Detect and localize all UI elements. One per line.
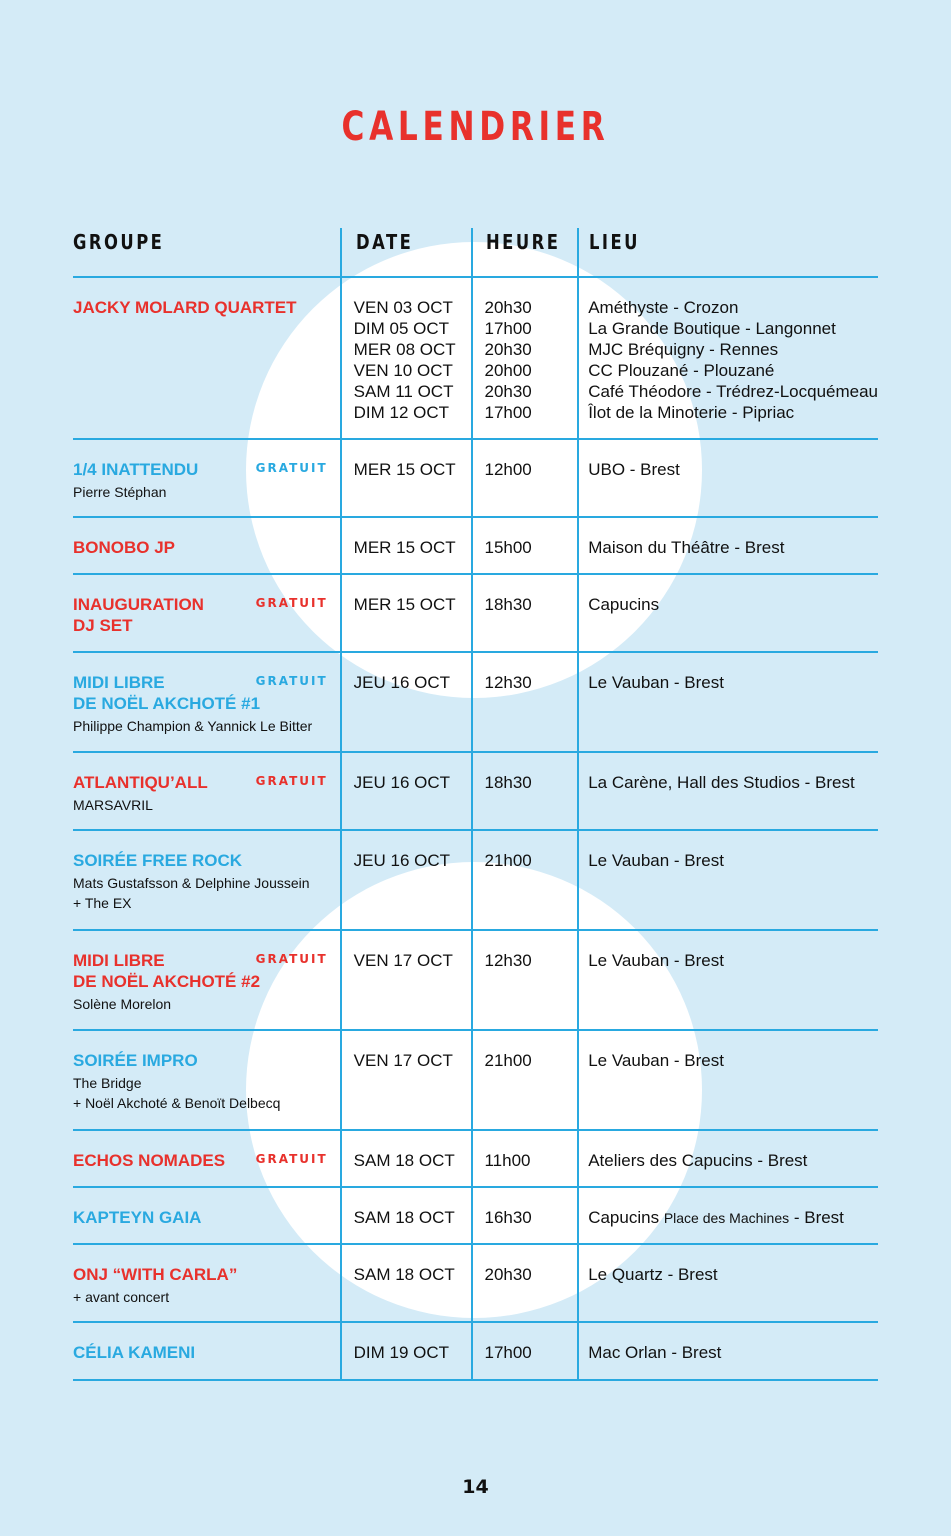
time-text: 17h00 — [484, 319, 532, 338]
table-row — [73, 930, 878, 1030]
date-cell: SAM 18 OCT — [341, 1187, 473, 1244]
table-row — [73, 1322, 878, 1380]
time-cell: 15h00 — [472, 517, 578, 574]
group-subtitle: + The EX — [73, 895, 132, 911]
group-cell — [73, 930, 341, 1030]
date-cell: DIM 19 OCT — [341, 1322, 473, 1380]
date-cell: MER 15 OCT — [341, 574, 473, 652]
header-heure: HEURE — [472, 228, 578, 277]
group-subtitle: MARSAVRIL — [73, 797, 153, 813]
table-row — [73, 1030, 878, 1130]
group-cell — [73, 1187, 341, 1244]
time-text: 17h00 — [484, 403, 532, 422]
date-text: SAM 11 OCT — [353, 382, 454, 401]
group-name: 1/4 INATTENDU — [73, 460, 199, 479]
group-name-line: INAUGURATION — [73, 595, 204, 614]
group-name-line: DJ SET — [73, 616, 133, 635]
date-cell: SAM 18 OCT — [341, 1244, 473, 1322]
venue-cell: Mac Orlan - Brest — [578, 1322, 878, 1380]
date-cell: JEU 16 OCT — [341, 652, 473, 752]
table-row — [73, 1244, 878, 1322]
date-text: DIM 05 OCT — [353, 319, 450, 338]
date-text: VEN 03 OCT — [353, 298, 453, 317]
venue-cell: Le Quartz - Brest — [578, 1244, 878, 1322]
free-badge: GRATUIT — [255, 774, 328, 788]
venue-text: MJC Bréquigny - Rennes — [588, 340, 779, 359]
group-name: ECHOS NOMADES — [73, 1151, 226, 1170]
table-row — [73, 1130, 878, 1187]
time-text: 20h30 — [484, 298, 532, 317]
venue-city: - Brest — [793, 1208, 844, 1227]
venue-cell — [578, 277, 878, 439]
venue-detail: Place des Machines — [663, 1210, 790, 1226]
group-cell — [73, 517, 341, 574]
venue-cell: Maison du Théâtre - Brest — [578, 517, 878, 574]
group-cell — [73, 1030, 341, 1130]
group-name-line: DE NOËL AKCHOTÉ #2 — [73, 972, 261, 991]
time-cell: 21h00 — [472, 830, 578, 930]
venue-cell: Le Vauban - Brest — [578, 652, 878, 752]
group-name: SOIRÉE FREE ROCK — [73, 851, 243, 870]
table-row — [73, 517, 878, 574]
group-name: SOIRÉE IMPRO — [73, 1051, 198, 1070]
free-badge: GRATUIT — [255, 596, 328, 610]
group-subtitle: The Bridge — [73, 1075, 142, 1091]
time-cell — [472, 277, 578, 439]
venue-cell: La Carène, Hall des Studios - Brest — [578, 752, 878, 830]
group-name: KAPTEYN GAIA — [73, 1208, 202, 1227]
time-cell: 17h00 — [472, 1322, 578, 1380]
group-cell — [73, 439, 341, 517]
date-cell: VEN 17 OCT — [341, 1030, 473, 1130]
group-cell — [73, 1130, 341, 1187]
venue-text: Améthyste - Crozon — [588, 298, 739, 317]
table-header-row — [73, 228, 878, 277]
date-cell: VEN 17 OCT — [341, 930, 473, 1030]
venue-cell: Capucins — [578, 574, 878, 652]
time-text: 20h30 — [484, 382, 532, 401]
group-name: ATLANTIQU’ALL — [73, 773, 208, 792]
time-cell: 20h30 — [472, 1244, 578, 1322]
time-cell: 18h30 — [472, 752, 578, 830]
free-badge: GRATUIT — [255, 674, 328, 688]
venue-cell: Ateliers des Capucins - Brest — [578, 1130, 878, 1187]
group-cell — [73, 652, 341, 752]
time-cell: 12h00 — [472, 439, 578, 517]
free-badge: GRATUIT — [255, 461, 328, 475]
table-row — [73, 652, 878, 752]
date-cell: SAM 18 OCT — [341, 1130, 473, 1187]
date-text: VEN 10 OCT — [353, 361, 453, 380]
group-subtitle: Philippe Champion & Yannick Le Bitter — [73, 718, 313, 734]
group-name: CÉLIA KAMENI — [73, 1343, 196, 1362]
group-name: BONOBO JP — [73, 538, 176, 557]
date-text: DIM 12 OCT — [353, 403, 450, 422]
header-groupe: GROUPE — [73, 228, 341, 277]
table-row — [73, 830, 878, 930]
venue-cell: UBO - Brest — [578, 439, 878, 517]
group-subtitle: Solène Morelon — [73, 996, 172, 1012]
venue-text: Îlot de la Minoterie - Pipriac — [588, 403, 795, 422]
venue-text: Capucins — [588, 1208, 660, 1227]
table-row — [73, 277, 878, 439]
page-number: 14 — [462, 1476, 489, 1498]
time-cell: 16h30 — [472, 1187, 578, 1244]
group-cell — [73, 574, 341, 652]
time-text: 20h30 — [484, 340, 532, 359]
group-cell — [73, 752, 341, 830]
group-cell — [73, 1244, 341, 1322]
free-badge: GRATUIT — [255, 1152, 328, 1166]
group-cell — [73, 1322, 341, 1380]
date-cell — [341, 277, 473, 439]
table-row — [73, 1187, 878, 1244]
table-row — [73, 439, 878, 517]
group-name: ONJ “WITH CARLA” — [73, 1265, 238, 1284]
date-cell: JEU 16 OCT — [341, 752, 473, 830]
date-cell: JEU 16 OCT — [341, 830, 473, 930]
time-text: 20h00 — [484, 361, 532, 380]
time-cell: 12h30 — [472, 652, 578, 752]
group-subtitle: + avant concert — [73, 1289, 170, 1305]
group-subtitle: Mats Gustafsson & Delphine Joussein — [73, 875, 310, 891]
venue-text: Café Théodore - Trédrez-Locquémeau — [588, 382, 878, 401]
date-text: MER 08 OCT — [353, 340, 456, 359]
venue-text: La Grande Boutique - Langonnet — [588, 319, 836, 338]
group-cell — [73, 830, 341, 930]
group-subtitle: Pierre Stéphan — [73, 484, 167, 500]
venue-text: CC Plouzané - Plouzané — [588, 361, 775, 380]
group-cell — [73, 277, 341, 439]
free-badge: GRATUIT — [255, 952, 328, 966]
time-cell: 21h00 — [472, 1030, 578, 1130]
table-row — [73, 574, 878, 652]
schedule-table — [73, 228, 878, 1381]
venue-cell: Le Vauban - Brest — [578, 930, 878, 1030]
date-cell: MER 15 OCT — [341, 517, 473, 574]
group-name-line: MIDI LIBRE — [73, 951, 165, 970]
time-cell: 11h00 — [472, 1130, 578, 1187]
header-lieu: LIEU — [578, 228, 878, 277]
group-name: JACKY MOLARD QUARTET — [73, 298, 297, 317]
group-subtitle: + Noël Akchoté & Benoït Delbecq — [73, 1095, 281, 1111]
table-row — [73, 752, 878, 830]
venue-cell — [578, 1187, 878, 1244]
header-date: DATE — [341, 228, 473, 277]
venue-cell: Le Vauban - Brest — [578, 1030, 878, 1130]
page-title: CALENDRIER — [341, 104, 610, 150]
time-cell: 18h30 — [472, 574, 578, 652]
time-cell: 12h30 — [472, 930, 578, 1030]
venue-cell: Le Vauban - Brest — [578, 830, 878, 930]
group-name-line: DE NOËL AKCHOTÉ #1 — [73, 694, 261, 713]
date-cell: MER 15 OCT — [341, 439, 473, 517]
group-name-line: MIDI LIBRE — [73, 673, 165, 692]
